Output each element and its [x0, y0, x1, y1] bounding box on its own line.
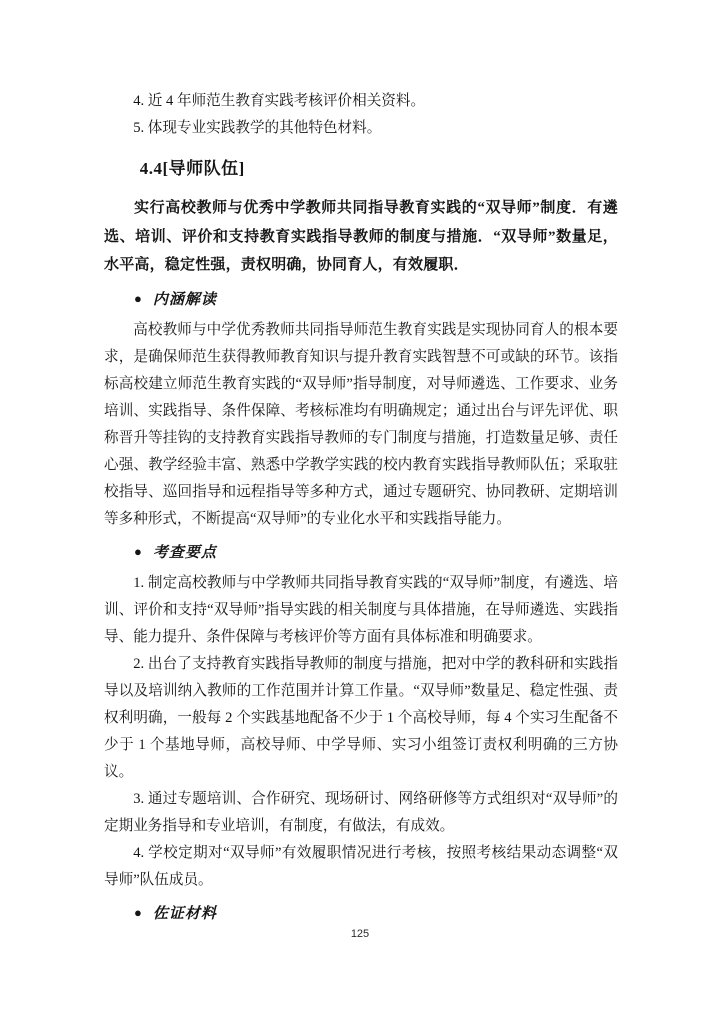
bullet-heading-connotation: [104, 285, 618, 314]
bullet-title: 佐证材料: [152, 905, 217, 922]
numbered-item: 1. 制定高校教师与中学教师共同指导教育实践的“双导师”制度，有遴选、培训、评价和支持“双导师”指导实践的相关制度与具体措施，在导师遴选、实践指导、能力提升、条件保障与考核评价等方面有具体标准和明确要求。: [104, 574, 618, 645]
bullet-title: 考查要点: [152, 544, 217, 561]
numbered-item: 4. 学校定期对“双导师”有效履职情况进行考核，按照考核结果动态调整“双导师”队伍成员。: [104, 844, 618, 888]
list-item: 4. 近 4 年师范生教育实践考核评价相关资料。: [133, 93, 426, 109]
page-content: [104, 88, 618, 931]
numbered-item: 2. 出台了支持教育实践指导教师的制度与措施，把对中学的教科研和实践指导以及培训纳入教师的工作范围并计算工作量。“双导师”数量足、稳定性强、责权利明确，一般每 2 个实践基地配备不少于 1 个高校导师，每 4 个实习生配备不少于 1 个基地导师，高校导师、中学导师、实习小组签订责权利明确的三方协议。: [104, 655, 618, 780]
numbered-item: 3. 通过专题培训、合作研究、现场研讨、网络研修等方式组织对“双导师”的定期业务指导和专业培训，有制度，有做法，有成效。: [104, 790, 618, 834]
lead-paragraph: 实行高校教师与优秀中学教师共同指导教育实践的“双导师”制度．有遴选、培训、评价和支持教育实践指导教师的制度与措施．“双导师”数量足，水平高，稳定性强，责权明确，协同育人，有效履职．: [104, 200, 618, 273]
bullet-icon: ●: [134, 904, 142, 920]
bullet-heading-evidence: [104, 899, 618, 928]
bullet-icon: ●: [134, 290, 142, 306]
bullet-title: 内涵解读: [152, 291, 217, 308]
paragraph: 高校教师与中学优秀教师共同指导师范生教育实践是实现协同育人的根本要求，是确保师范生获得教师教育知识与提升教育实践智慧不可或缺的环节。该指标高校建立师范生教育实践的“双导师”指导制度，对导师遴选、工作要求、业务培训、实践指导、条件保障、考核标准均有明确规定；通过出台与评先评优、职称晋升等挂钩的支持教育实践指导教师的专门制度与措施，打造数量足够、责任心强、教学经验丰富、熟悉中学教学实践的校内教育实践指导教师队伍；采取驻校指导、巡回指导和远程指导等多种方式，通过专题研究、协同教研、定期培训等多种形式，不断提高“双导师”的专业化水平和实践指导能力。: [104, 321, 618, 527]
section-heading: 4.4[导师队伍]: [139, 159, 245, 178]
page-number: 125: [350, 928, 370, 940]
bullet-icon: ●: [134, 543, 142, 559]
list-item: 5. 体现专业实践教学的其他特色材料。: [133, 120, 382, 136]
bullet-heading-key-points: [104, 538, 618, 567]
